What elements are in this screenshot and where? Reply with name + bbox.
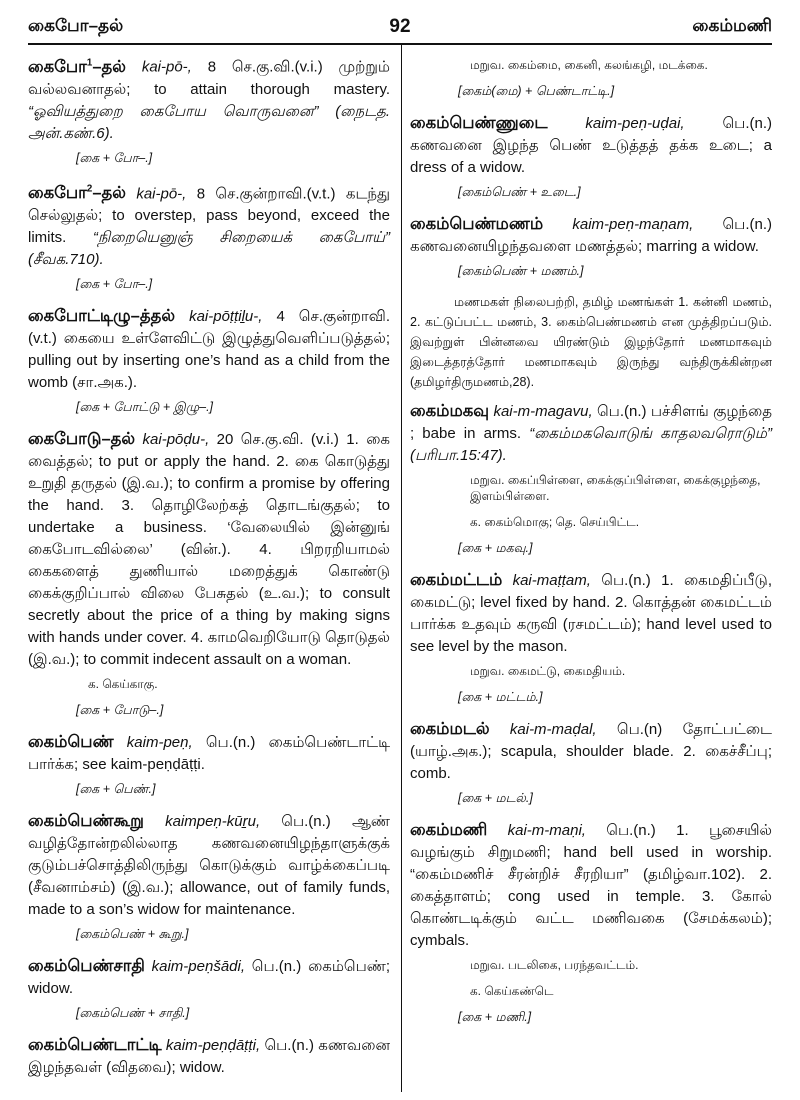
definition: 20 செ.கு.வி. (v.i.) 1. கை வைத்தல்; to put or apply the hand. 2. கை கொடுத்து உறுதி தருதல் (இ.வ.); to confirm a promise by offering the hand. 3. தொழிலேற்கத் தொடங்குதல்; to undertake a business. ‘வேலையில் இன்னுங் கைபோடவில்லை’ (வின்.). 4. பிறரறியாமல் கைகளைத் துணியால் மறைத்துக் கொண்டு கைக்குறிப்பால் விலை பேசுதல் (உ.வ.); to consult secretly about the price of a thing by making signs with hands under cover. 4. காமவெறியோடு தொடுதல் (இ.வ.); to commit indecent assault on a woman. xyxy=(28,431,390,668)
etymology: [கை + மட்டம்.] xyxy=(458,690,543,704)
synonym-note: மறுவ. படலிகை, பரந்தவட்டம். xyxy=(470,958,639,972)
headword: கைம்பெண்சாதி xyxy=(28,957,145,975)
etymology: [கை + போடு–.] xyxy=(76,703,164,717)
definition: பெ.(n.) கணவனையிழந்தவளை மணத்தல்; marring a widow. xyxy=(410,216,773,255)
dictionary-entry xyxy=(28,305,390,394)
explanatory-paragraph: மணமகள் நிலைபற்றி, தமிழ் மணங்கள் 1. கன்னி மணம், 2. கட்டுப்பட்ட மணம், 3. கைம்பெண்மணம் என முத்திறப்படும். இவற்றுள் பின்னவை யிரண்டும் இழந்தோர் மணமாகவும் இடைத்தரத்தோர் மணமாகவும் இருந்து வந்திருக்கின்றன (தமிழர்திருமணம்,28). xyxy=(410,295,772,389)
dictionary-entry xyxy=(410,819,772,952)
headword: கைம்பெண்மணம் xyxy=(410,215,544,233)
dictionary-entry xyxy=(28,179,390,272)
headword: கைபோ$^1$–தல் xyxy=(28,57,126,76)
etymology: [கை + போட்டு + இழு–.] xyxy=(76,400,214,414)
definition: பெ.(n.) கைம்பெண்டாட்டி பார்க்க; see kaim-peṇḍāṭṭi. xyxy=(28,734,391,773)
headword: கைம்பெண்ணுடை xyxy=(410,114,548,132)
quotation: “கைம்மகவொடுங் காதலவரொடும்” (பரிபா.15:47). xyxy=(410,425,772,464)
transliteration: kai-pō-, xyxy=(141,58,192,76)
dictionary-entry xyxy=(410,400,772,467)
dictionary-entry xyxy=(410,718,772,785)
synonym-note: மறுவ. கைமட்டு, கைமதியம். xyxy=(470,664,626,678)
etymology: [கைம்பெண் + சாதி.] xyxy=(76,1006,190,1020)
left-column xyxy=(28,52,390,1085)
definition: 4 செ.குன்றாவி. (v.t.) கையை உள்ளேவிட்டு இழுத்துவெளிப்படுத்தல்; pulling out by inserting one’s hand as a child from the womb (சா.அக.). xyxy=(28,308,391,391)
page-number: 92 xyxy=(389,16,411,37)
dictionary-entry xyxy=(410,213,772,258)
definition: 8 செ.கு.வி.(v.i.) முற்றும் வல்லவனாதல்; to attain thorough mastery. xyxy=(28,58,391,98)
dictionary-entry xyxy=(410,569,772,658)
right-column xyxy=(410,52,772,1038)
headword: கைபோட்டிழு–த்தல் xyxy=(28,307,176,325)
dictionary-entry xyxy=(28,1034,390,1079)
definition: பெ.(n.) ஆண் வழித்தோன்றலில்லாத கணவனையிழந்தாளுக்குக் குடும்பச்சொத்திலிருந்து கொடுக்கும் வாழ்க்கைப்படி (சீவனாம்சம்) (இ.வ.); allowance, out of family funds, made to a son’s widow for maintenance. xyxy=(28,813,391,918)
headword: கைம்பெண்கூறு xyxy=(28,812,144,830)
transliteration: kai-pō-, xyxy=(136,185,187,202)
page-header xyxy=(28,6,772,46)
header-right-guideword: கைம்மணி xyxy=(692,16,772,35)
definition: 8 செ.குன்றாவி.(v.t.) கடந்து செல்லுதல்; to overstep, pass beyond, exceed the limits. xyxy=(28,185,391,246)
dictionary-entry xyxy=(28,52,390,145)
quotation: “நிறையெனுஞ் சிறையைக் கைபோய்” (சீவக.710). xyxy=(28,229,391,268)
definition: பெ.(n.) கைம்பெண்; widow. xyxy=(28,958,391,997)
transliteration: kaim-peṇ-maṇam, xyxy=(572,216,694,233)
column-divider xyxy=(401,45,402,1092)
cognate-note: க. கெய்கண்டெ xyxy=(470,984,554,998)
transliteration: kaim-peṇ-uḍai, xyxy=(585,115,685,132)
dictionary-entry xyxy=(28,428,390,671)
dictionary-entry xyxy=(28,955,390,1000)
headword: கைபோ$^2$–தல் xyxy=(28,183,126,202)
headword: கைம்மகவு xyxy=(410,402,490,420)
definition: பெ.(n) தோட்பட்டை (யாழ்.அக.); scapula, shoulder blade. 2. கைச்சீப்பு; comb. xyxy=(410,721,772,782)
etymology: [கை + பெண்.] xyxy=(76,782,156,796)
transliteration: kai-pōṭṭiḻu-, xyxy=(189,308,263,325)
transliteration: kaim-peṇ, xyxy=(126,734,193,751)
definition: பெ.(n.) பச்சிளங் குழந்தை ; babe in arms. xyxy=(410,403,772,442)
etymology: [கைம்பெண் + உடை.] xyxy=(458,185,581,199)
etymology: [கை + போ–.] xyxy=(76,277,153,291)
transliteration: kai-m-maṇi, xyxy=(507,822,586,839)
quotation: “ஓவியத்துறை கைபோய வொருவனை” (நைடத. அன்.கண்.6). xyxy=(28,102,390,142)
headword: கைம்மட்டம் xyxy=(410,571,503,589)
etymology: [கைம்பெண் + மணம்.] xyxy=(458,264,584,278)
transliteration: kai-pōḍu-, xyxy=(142,431,210,448)
cognate-note: க. கைம்மொகு; தெ. செய்பிட்ட. xyxy=(470,515,640,529)
transliteration: kai-m-magavu, xyxy=(493,403,593,420)
transliteration: kaim-peṇḍāṭṭi, xyxy=(165,1037,261,1054)
header-rule xyxy=(28,43,772,45)
transliteration: kai-maṭṭam, xyxy=(512,572,591,589)
dictionary-entry xyxy=(28,731,390,776)
etymology: [கை + மடல்.] xyxy=(458,791,533,805)
dictionary-entry xyxy=(410,112,772,179)
synonym-note: மறுவ. கைப்பிள்ளை, கைக்குப்பிள்ளை, கைக்குழந்தை, இளம்பிள்ளை. xyxy=(470,473,761,503)
etymology: [கை + போ–.] xyxy=(76,150,153,165)
headword: கைபோடு–தல் xyxy=(28,430,136,448)
transliteration: kaim-peṇšādi, xyxy=(151,958,246,975)
cognate-note: க. கெய்காகு. xyxy=(88,677,158,691)
headword: கைம்மடல் xyxy=(410,720,490,738)
definition: பெ.(n.) 1. பூசையில் வழங்கும் சிறுமணி; hand bell used in worship. “கைம்மணிச் சீரன்றிச் சீரறியா” (தமிழ்வா.102). 2. கைத்தாளம்; cong used in temple. 3. கோல் கொண்டடிக்கும் வட்ட மணிவகை (சேமக்கலம்); cymbals. xyxy=(410,822,773,949)
etymology: [கைம்பெண் + கூறு.] xyxy=(76,927,189,941)
headword: கைம்பெண் xyxy=(28,733,114,751)
definition: பெ.(n.) கணவனை இழந்தவள் (விதவை); widow. xyxy=(28,1037,391,1076)
etymology: [கை + மணி.] xyxy=(458,1010,532,1024)
transliteration: kai-m-maḍal, xyxy=(509,721,597,738)
synonym-note: மறுவ. கைம்மை, கைனி, கலங்கழி, மடக்கை. xyxy=(470,58,708,72)
definition: பெ.(n.) கணவனை இழந்த பெண் உடுத்தத் தக்க உடை; a dress of a widow. xyxy=(410,115,773,176)
dictionary-entry xyxy=(28,810,390,921)
header-left-guideword: கைபோ–தல் xyxy=(28,16,124,35)
transliteration: kaimpeṇ-kūṟu, xyxy=(165,813,261,830)
etymology: [கைம்(மை) + பெண்டாட்டி.] xyxy=(458,84,615,98)
headword: கைம்பெண்டாட்டி xyxy=(28,1036,162,1054)
headword: கைம்மணி xyxy=(410,821,488,839)
definition: பெ.(n.) 1. கைமதிப்பீடு, கைமட்டு; level fixed by hand. 2. கொத்தன் கைமட்டம் பார்க்க உதவும் கருவி (ரசமட்டம்); hand level used to see level by the mason. xyxy=(410,572,772,655)
etymology: [கை + மகவு.] xyxy=(458,541,533,555)
